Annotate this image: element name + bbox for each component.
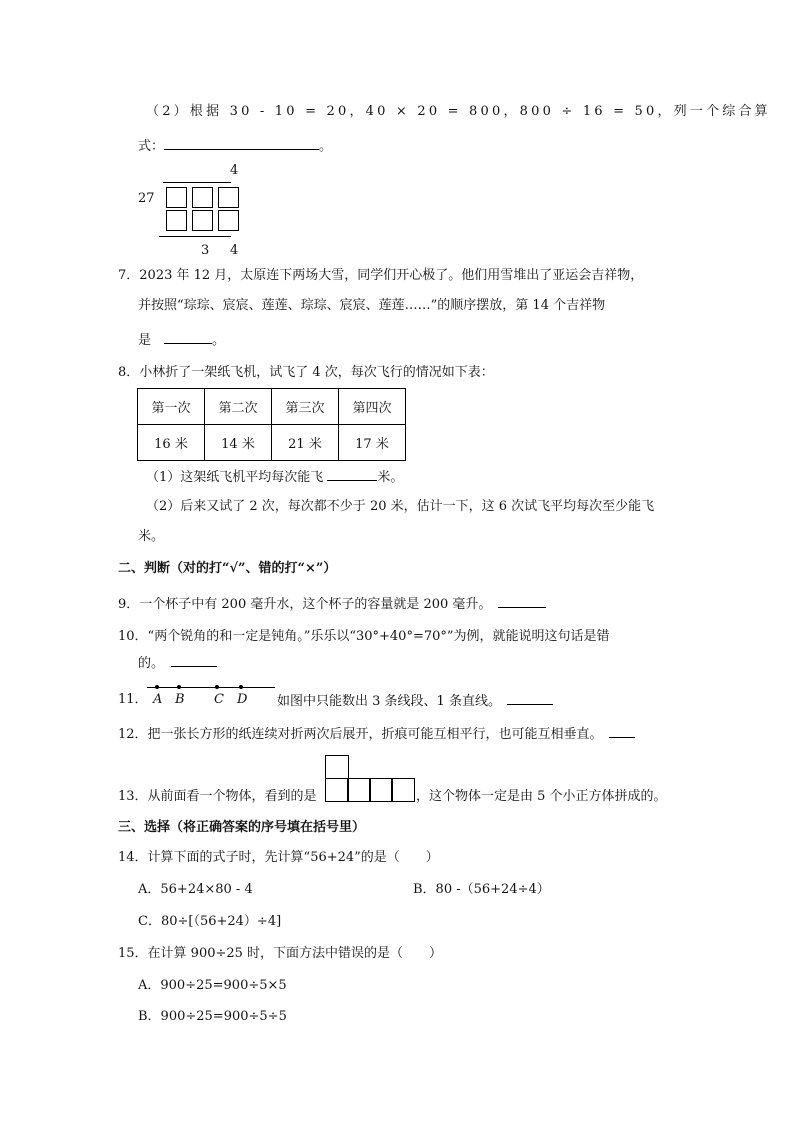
section-heading: 三、选择（将正确答案的序号填在括号里） [118, 820, 366, 835]
q14-option-c[interactable]: C．80÷[（56+24）÷4] [138, 914, 282, 929]
answer-blank[interactable] [327, 468, 377, 481]
table-header: 第一次 [138, 389, 205, 425]
q11-num: 11． [118, 692, 148, 707]
q8-intro: 8．小林折了一架纸飞机，试飞了 4 次，每次飞行的情况如下表： [118, 365, 494, 380]
table-cell: 21 米 [272, 425, 339, 461]
answer-blank[interactable] [164, 137, 319, 150]
answer-blank[interactable] [609, 725, 635, 738]
q14-option-b[interactable]: B．80 -（56+24÷4） [413, 882, 550, 897]
q7-line1: 7．2023 年 12 月，太原连下两场大雪，同学们开心极了。他们用雪堆出了亚运会吉祥物， [118, 268, 644, 283]
q13-prefix: 13．从前面看一个物体，看到的是 [118, 789, 317, 804]
q8-sub1-suffix: 米。 [377, 470, 404, 485]
section-heading: 二、判断（对的打“√”、错的打“×”） [118, 561, 337, 576]
q14-stem: 14．计算下面的式子时，先计算“56+24”的是（ ） [118, 850, 439, 865]
remainder-digit: 4 [230, 243, 239, 258]
table-cell: 17 米 [339, 425, 406, 461]
divisor: 27 [138, 191, 155, 206]
digit-box[interactable] [166, 187, 187, 208]
table-header: 第二次 [205, 389, 272, 425]
q6-2-suffix: 。 [319, 139, 333, 154]
answer-blank[interactable] [171, 654, 217, 667]
answer-blank[interactable] [164, 331, 212, 344]
answer-blank[interactable] [498, 595, 546, 608]
point-label: B [175, 692, 185, 707]
point-label: D [237, 692, 248, 707]
q7-suffix: 。 [212, 333, 226, 348]
q15-option-a[interactable]: A．900÷25=900÷5×5 [138, 978, 287, 993]
q10-line2: 的。 [138, 656, 158, 671]
flight-table [137, 388, 406, 461]
table-header: 第三次 [272, 389, 339, 425]
digit-box[interactable] [218, 210, 239, 231]
table-cell: 16 米 [138, 425, 205, 461]
q8-sub1: （1）这架纸飞机平均每次能飞 [146, 470, 324, 485]
q7-line2: 并按照“琮琮、宸宸、莲莲、琮琮、宸宸、莲莲……”的顺序摆放，第 14 个吉祥物 [138, 298, 606, 313]
point-label: A [153, 692, 163, 707]
q9-text: 9．一个杯子中有 200 毫升水，这个杯子的容量就是 200 毫升。 [118, 597, 485, 612]
q14-option-a[interactable]: A．56+24×80 - 4 [138, 882, 253, 897]
q7-prefix: 是 [138, 333, 152, 348]
remainder-digit: 3 [201, 243, 210, 258]
point-label: C [214, 692, 224, 707]
table-cell: 14 米 [205, 425, 272, 461]
q15-option-b[interactable]: B．900÷25=900÷5÷5 [138, 1009, 287, 1024]
q6-2-line2 [138, 137, 332, 155]
digit-box[interactable] [192, 210, 213, 231]
quotient: 4 [230, 163, 239, 178]
q8-sub2: （2）后来又试了 2 次，每次都不少于 20 米，估计一下，这 6 次试飞平均每次至少能飞 [146, 499, 655, 514]
q12-text: 12．把一张长方形的纸连续对折两次后展开，折痕可能互相平行，也可能互相垂直。 [118, 727, 597, 742]
q8-sub2-line2: 米。 [138, 529, 165, 544]
q6-2-prefix: 式： [138, 139, 165, 154]
q6-2-line1: （2）根据 30 - 10 = 20，40 × 20 = 800，800 ÷ 16 = 50，列一个综合算 [146, 104, 771, 119]
answer-blank[interactable] [507, 692, 553, 705]
q15-stem: 15．在计算 900÷25 时，下面方法中错误的是（ ） [118, 946, 443, 961]
table-header: 第四次 [339, 389, 406, 425]
digit-box[interactable] [166, 210, 187, 231]
q11-text: 如图中只能数出 3 条线段、1 条直线。 [277, 694, 495, 709]
q13-suffix: ，这个物体一定是由 5 个小正方体拼成的。 [416, 789, 667, 804]
digit-box[interactable] [192, 187, 213, 208]
q10-line1: 10．“两个锐角的和一定是钝角。”乐乐以“30°+40°=70°”为例，就能说明这句话是错 [118, 629, 610, 644]
digit-box[interactable] [218, 187, 239, 208]
